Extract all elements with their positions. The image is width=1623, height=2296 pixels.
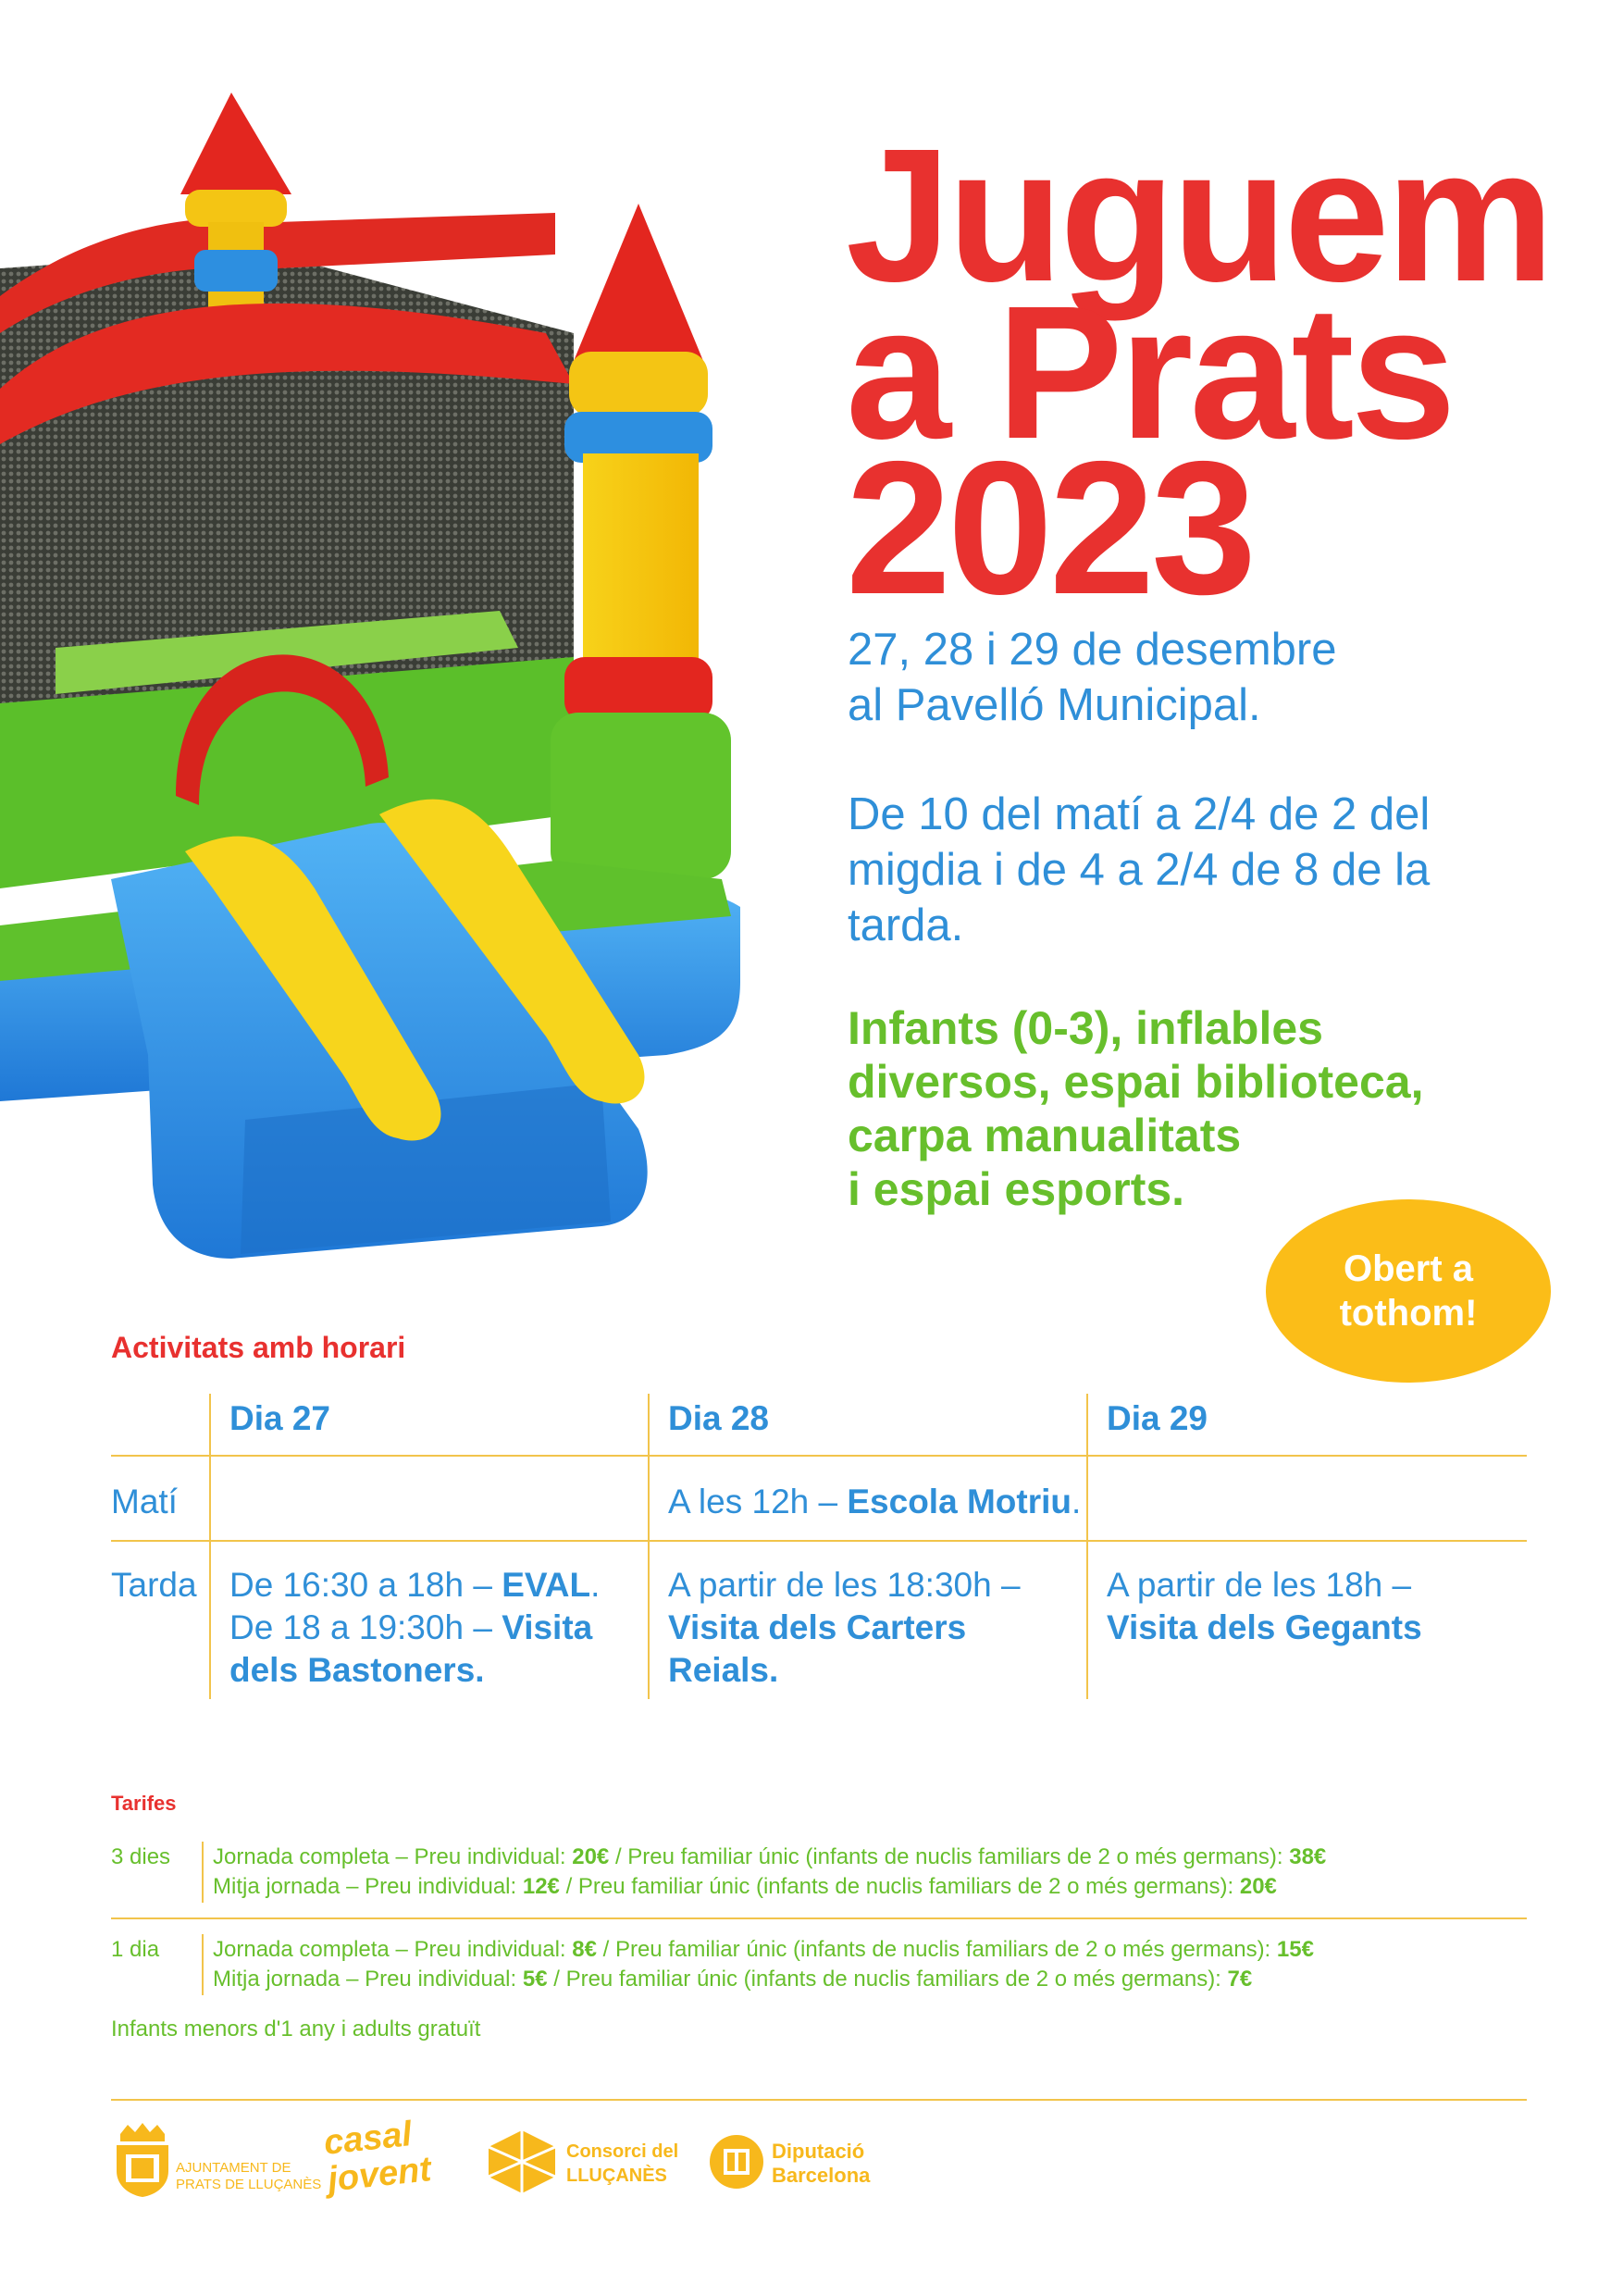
- tariff-text: Jornada completa – Preu individual:: [213, 1844, 573, 1869]
- tariff-divider: [202, 1934, 204, 1995]
- venue-line: al Pavelló Municipal.: [848, 680, 1261, 730]
- logo-line: PRATS DE LLUÇANÈS: [176, 2177, 322, 2192]
- tariff-text: / Preu familiar únic (infants de nuclis familiars de 2 o més germans):: [596, 1937, 1277, 1962]
- cell-bold: EVAL: [502, 1566, 591, 1604]
- title-line-2: a Prats: [846, 267, 1453, 478]
- day-header: Dia 27: [229, 1399, 331, 1437]
- tariff-price: 15€: [1276, 1937, 1314, 1962]
- tariff-text: / Preu familiar únic (infants de nuclis familiars de 2 o més germans):: [559, 1874, 1240, 1899]
- morning-day28-cell: [668, 1481, 1081, 1523]
- tariff-label: 1 dia: [111, 1937, 160, 1962]
- afternoon-day29-cell: [1107, 1564, 1422, 1649]
- ajuntament-crest-icon: [113, 2121, 172, 2199]
- logo-line: Diputació: [772, 2140, 865, 2163]
- offer-line-3: carpa manualitats: [848, 1110, 1242, 1161]
- cell-text: .: [1071, 1483, 1082, 1520]
- cell-text: .: [590, 1566, 601, 1604]
- badge-line-1: Obert a: [1343, 1248, 1474, 1289]
- logo-line: Consorci del: [566, 2141, 679, 2162]
- day-header: Dia 28: [668, 1399, 770, 1437]
- activities-title: Activitats amb horari: [111, 1331, 406, 1364]
- consorci-hexagon-icon: [485, 2128, 559, 2195]
- diputacio-logo-text: [772, 2140, 870, 2188]
- tariff-price: 7€: [1227, 1967, 1253, 1992]
- tariff-rule: [111, 1917, 1527, 1919]
- offer-line-4: i espai esports.: [848, 1163, 1185, 1215]
- title-line-1: Juguem: [846, 109, 1551, 321]
- day-header: Dia 29: [1107, 1399, 1208, 1437]
- hours-line-1: De 10 del matí a 2/4 de 2 del: [848, 789, 1431, 839]
- hours-line-2: migdia i de 4 a 2/4 de 8 de la: [848, 845, 1431, 895]
- offer-line-2: diversos, espai biblioteca,: [848, 1056, 1424, 1108]
- tariff-price: 12€: [522, 1874, 560, 1899]
- cell-text: A partir de les 18h –: [1107, 1566, 1412, 1604]
- cell-bold: Visita dels Carters: [668, 1608, 967, 1646]
- tariff-label: 3 dies: [111, 1844, 171, 1869]
- tariffs-title: Tarifes: [111, 1792, 177, 1815]
- tariff-full-day: [213, 1842, 1326, 1873]
- open-to-all-badge: [1266, 1199, 1551, 1383]
- table-divider: [209, 1394, 211, 1699]
- tariff-text: Jornada completa – Preu individual:: [213, 1937, 573, 1962]
- afternoon-day27-cell: [229, 1564, 600, 1692]
- tariff-price: 20€: [572, 1844, 610, 1869]
- offer-line-1: Infants (0-3), inflables: [848, 1002, 1323, 1054]
- row-label-morning: Matí: [111, 1483, 178, 1520]
- logo-line: AJUNTAMENT DE: [176, 2160, 291, 2176]
- table-divider: [648, 1394, 650, 1699]
- tariff-price: 38€: [1289, 1844, 1327, 1869]
- cell-text: De 18 a 19:30h –: [229, 1608, 502, 1646]
- cell-bold: Escola Motriu: [847, 1483, 1072, 1520]
- cell-text: De 16:30 a 18h –: [229, 1566, 502, 1604]
- footer-rule: [111, 2099, 1527, 2101]
- consorci-logo-text: [566, 2140, 678, 2188]
- tariff-text: Mitja jornada – Preu individual:: [213, 1874, 523, 1899]
- hours-line-3: tarda.: [848, 900, 964, 950]
- badge-line-2: tothom!: [1339, 1293, 1478, 1334]
- cell-bold: Reials.: [668, 1651, 779, 1689]
- cell-text: A les 12h –: [668, 1483, 848, 1520]
- table-rule: [111, 1455, 1527, 1457]
- cell-bold: dels Bastoners.: [229, 1651, 485, 1689]
- tariff-price: 20€: [1239, 1874, 1277, 1899]
- cell-bold: Visita dels Gegants: [1107, 1608, 1422, 1646]
- tariff-text: / Preu familiar únic (infants de nuclis familiars de 2 o més germans):: [609, 1844, 1290, 1869]
- tariff-price: 5€: [522, 1967, 548, 1992]
- table-rule: [111, 1540, 1527, 1542]
- bouncy-castle-illustration: [0, 56, 814, 1259]
- casal-jovent-logo: [322, 2114, 433, 2198]
- row-label-afternoon: Tarda: [111, 1566, 197, 1604]
- logo-line: casal: [322, 2115, 414, 2163]
- afternoon-day28-cell: [668, 1564, 1021, 1692]
- logo-line: LLUÇANÈS: [566, 2166, 667, 2186]
- diputacio-seal-icon: [709, 2134, 764, 2190]
- tariff-text: Mitja jornada – Preu individual:: [213, 1967, 523, 1992]
- cell-text: A partir de les 18:30h –: [668, 1566, 1021, 1604]
- tariff-half-day: [213, 1871, 1277, 1903]
- cell-bold: Visita: [502, 1608, 593, 1646]
- tariff-price: 8€: [572, 1937, 597, 1962]
- dates-line: 27, 28 i 29 de desembre: [848, 625, 1337, 675]
- tariff-full-day: [213, 1934, 1314, 1966]
- logo-line: Barcelona: [772, 2164, 871, 2187]
- title-line-3: 2023: [846, 422, 1254, 634]
- table-divider: [1086, 1394, 1088, 1699]
- tariff-half-day: [213, 1964, 1252, 1995]
- tariff-divider: [202, 1842, 204, 1903]
- tariff-text: / Preu familiar únic (infants de nuclis familiars de 2 o més germans):: [547, 1967, 1228, 1992]
- ajuntament-logo-text: [176, 2160, 321, 2193]
- logo-line: jovent: [326, 2150, 433, 2200]
- free-entry-note: Infants menors d'1 any i adults gratuït: [111, 2017, 481, 2042]
